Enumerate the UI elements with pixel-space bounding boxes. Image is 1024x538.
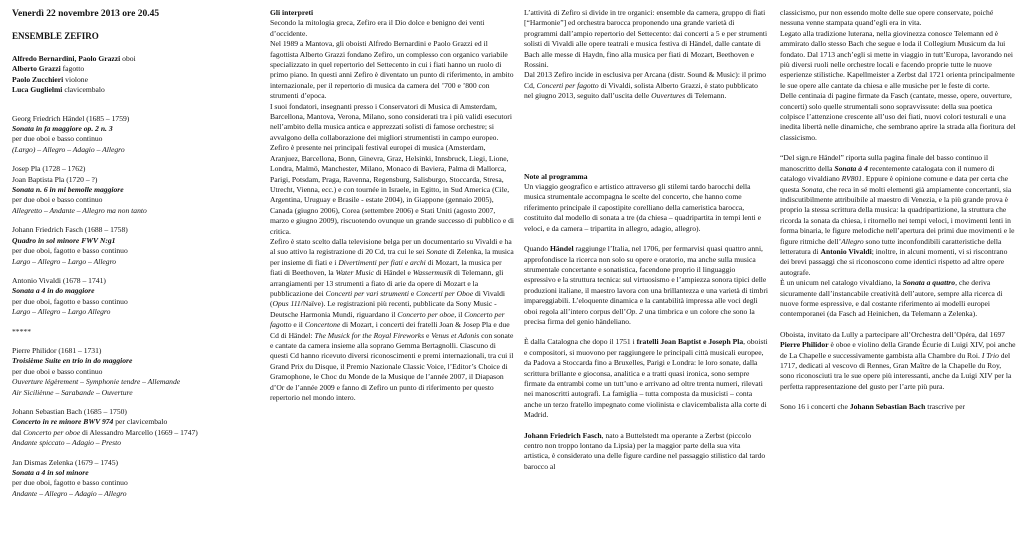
composer: Johann Sebastian Bach (1685 – 1750) [12,406,127,416]
concert-date: Venerdì 22 novembre 2013 ore 20.45 [12,9,160,19]
paragraph: I suoi fondatori, insegnanti presso i Conservatori di Musica di Amsterdam, Barcellona, Mantova, Verona, Milano, sono considerati tra i più validi esecutori nell’ambito della musica antica e apprezzati solisti di famose orchestre; si avvalgono della collaborazione dei migliori strumentisti in campo europeo. [270,101,512,142]
interval-separator: ***** [12,326,31,336]
programme-column [12,8,244,538]
programme-piece [12,407,244,449]
paragraph: Legato alla tradizione luterana, nella giovinezza conosce Telemann ed è ammirato dallo stesso Bach che segue e loda il Collegium Musicum da lui fondato. Dal 1713 anch’egli si mette in viaggio in tutt’Europa, lavorando nei più diversi ruoli nelle orchestre locali e facendo proprie tutte le nuove esperienze stilistiche. Kapellmeister a Zerbst dal 1721 orienta principalmente le sue opere alle cantate da chiesa e alle musiche per le feste di corte. [780,28,1015,90]
piece-title: Sonata n. 6 in mi bemolle maggiore [12,185,124,195]
paragraph: Zefiro è presente nei principali festival europei di musica (Amsterdam, Aranjuez, Barcellona, Bonn, Ginevra, Graz, Helsinki, Innsbruck, Liegi, Lione, Londra, Malmö, Manchester, Milano, Monaco di Baviera, Palma di Mallorca, Parigi, Potsdam, Praga, Ravenna, Regensburg, Salisburgo, Stoccarda, Stresa, Utrecht, Vienna, ecc.) e con tournée in Israele, in Egitto, in Sud America (Cile, Argentina, Uruguay e Brasile - estate 2004), in Giappone (gennaio 2005), Canada (giugno 2006), Corea (settembre 2006) e Stati Uniti (agosto 2007, marzo e giugno 2009), riscuotendo ovunque un grande successo di pubblico e di critica. [270,143,514,236]
performer: Alfredo Bernardini, Paolo Grazzi oboi [12,54,136,63]
composer: Jan Dismas Zelenka (1679 – 1745) [12,457,119,467]
paragraph: Delle centinaia di pagine firmate da Fasch (cantate, messe, opere, ouverture, concerti) solo quelle strumentali sono sopravvissute: della sua poetica colpisce l’attenzione crescente all’uso dei fiati, nuovi colori testurali e una inedita libertà nelle dinamiche, che sembrano aprire la strada alla fioritura del classicismo. [780,91,1016,142]
performer: Paolo Zucchieri violone [12,74,88,84]
ensemble-name: ENSEMBLE ZEFIRO [12,31,99,41]
piece-movements: Ouverture légèrement – Symphonie tendre – Allemande [12,377,181,387]
programme-piece [12,458,244,500]
piece-title: Concerto in re minore BWV 974 per clavicembalo [12,417,168,427]
piece-title: Sonata a 4 in sol minore [12,468,89,477]
piece-title: Troisième Suite en trio in do maggiore [12,356,133,366]
piece-scoring: per due oboi, fagotto e basso continuo [12,296,128,306]
notes-column-2 [780,8,1016,538]
paragraph: Oboista, invitato da Lully a partecipare all’Orchestra dell’Opéra, dal 1697 Pierre Philidor è oboe e violino della Grande Écurie di Luigi XIV, poi anche de La Chapelle e successivamente gambista alla Chambre du Roi. I Trio del 1717, dedicati al vescovo di Rennes, Gran Maître de la Chapelle du Roy, sono riconosciuti tra le sue opere più interessanti, anche da Luigi XIV per la perfetta rappresentazione del gusto per l’arte più pura. [780,329,1016,391]
piece-title: Quadro in sol minore FWV N:g1 [12,235,116,245]
composer: Georg Friedrich Händel (1685 – 1759) [12,113,130,123]
paragraph: L’attività di Zefiro si divide in tre organici: ensemble da camera, gruppo di fiati [“Harmonie”] ed orchestra barocca proponendo una grande varietà di programmi dall’ampio repertorio del Settecento: dai concerti a 5 e per strumenti solisti di Vivaldi alle opere teatrali e musica festiva di Händel, dalle cantate di Bach alle messe di Haydn, fino alla musica per fiati di Mozart, Beethoven e Rossini. [524,8,768,70]
piece-scoring: per due oboi e basso continuo [12,366,103,376]
paragraph: Johann Friedrich Fasch, nato a Buttelstedt ma operante a Zerbst (piccolo centro non troppo lontano da Lipsia) per la maggior parte della sua vita artistica, è considerato una delle figure cardine nel passaggio stilistico dal tardo barocco al [524,430,766,471]
programme-piece [12,114,244,156]
piece-scoring: per due oboi e basso continuo [12,195,103,205]
programme-piece [12,164,244,216]
performers-list [12,54,244,96]
piece-movements: Allegretto – Andante – Allegro ma non tanto [12,205,147,215]
paragraph: Zefiro è stato scelto dalla televisione belga per un documentario su Vivaldi e ha al suo attivo la registrazione di 20 Cd, tra cui le sei Sonate di Zelenka, la musica per insieme di fiati e i Divertimenti per fiati e archi di Mozart, la musica per fiati di Beethoven, la Water Music di Händel e Wassermusik di Telemann, gli arrangiamenti per 13 strumenti a fiato di arie da opere di Mozart e la pubblicazione dei Concerti per vari strumenti e Concerti per Oboe di Vivaldi (Opus 111/Naïve). Le registrazioni più recenti, pubblicate da Sony Music -Deutsche Harmonia Mundi, riguardano il Concerto per oboe, il Concerto per fagotto e il Concertone di Mozart, i concerti dei fratelli Joan & Josep Pla e due Cd di Händel: The Musick for the Royal Fireworks e Venus et Adonis con sonate e cantate da camera insieme alla soprano Gemma Bertagnolli. Ciascuno di questi Cd hanno ricevuto diversi riconoscimenti e premi internazionali, tra cui il Grand Prix du Disque, il Premio Nazionale Classic Voice, l’Editor’s Choice di Gramophone, le Choc du Monde de la Musique de l’année 2007, il Diapason d’Or de l’année 2009 e fanno di Zefiro un punto di riferimento per questo repertorio nel mondo intero. [270,236,514,403]
piece-scoring: per due oboi, fagotto e basso continuo [12,478,128,488]
composer: Antonio Vivaldi (1678 – 1741) [12,275,106,285]
piece-title: Sonata in fa maggiore op. 2 n. 3 [12,124,113,134]
piece-scoring: per due oboi, fagotto e basso continuo [12,246,128,256]
composer: Joan Baptista Pla (1720 – ?) [12,174,98,184]
composer: Josep Pla (1728 – 1762) [12,164,86,174]
paragraph: Quando Händel raggiunge l’Italia, nel 1706, per fermarvisi quasi quattro anni, approfondisce la ricerca non solo su opere e oratorio, ma anche sulla musica strumentale concertante e sonatistica, facendone proprio il linguaggio espressivo e la struttura tecnica: sul virtuosismo e l’ampiezza sonora tipici delle produzioni italiane, il maestro lavora con una brillantezza e una varietà di timbri impareggiabili. L’eloquente dinamica e la cantabilità impressa alle voci degli oboi regola all’intero corpus dell’Op. 2 una timbrica e un colore che sono la precisa firma del genio händeliano. [524,244,768,326]
composer: Johann Friedrich Fasch (1688 – 1758) [12,225,128,235]
performer: Luca Guglielmi clavicembalo [12,85,105,95]
paragraph: “Del sign.re Händel” riporta sulla pagina finale del basso continuo il manoscritto della Sonata à 4 recentemente catalogata con il numero di catalogo vivaldiano RV801. Eppure è opinione comune e data per certa che questa Sonata, che reca in sé molti elementi già ampiamente concertanti, sia indiscutibilmente attribuibile al maestro di Venezia, e la più grande prova è proprio la stessa scrittura della musica: la quadripartizione, la struttura che ricorda la sonata da chiesa, i ritornello nei tempi veloci, i movimenti lenti in forma binaria, le figure melodiche nell’apertura dei primi due movimenti e le figure ritmiche dell’Allegro sono tutte inconfondibili caratteristiche della letteratura di Antonio Vivaldi; inoltre, in alcuni momenti, vi si riscontrano dei brevi passaggi che si riconoscono come identici rispetto ad altre opere autografe. [780,153,1015,277]
piece-title: Sonata a 4 in do maggiore [12,286,95,296]
paragraph: Secondo la mitologia greca, Zefiro era il Dio dolce e benigno dei venti d’occidente. [270,18,485,38]
piece-movements: Andante – Allegro – Adagio – Allegro [12,488,127,498]
composer: Pierre Philidor (1681 – 1731) [12,345,102,355]
performer: Alberto Grazzi fagotto [12,64,85,74]
piece-movements: Largo – Allegro – Largo – Allegro [12,256,117,266]
paragraph: Nel 1989 a Mantova, gli oboisti Alfredo Bernardini e Paolo Grazzi ed il fagottista Alberto Grazzi fondano Zefiro, un complesso con organico variabile specializzato in quel repertorio del Settecento in cui i fiati hanno un ruolo di primo piano. In questi anni Zefiro è diventato un punto di riferimento, in ambito internazionale, per il repertorio di musica da camera del ’700 e ’800 con strumenti d’epoca. [270,39,514,101]
section-heading: Gli interpreti [270,8,314,17]
paragraph: Sono 16 i concerti che Johann Sebastian Bach trascrive per [780,402,965,412]
paragraph: Un viaggio geografico e artistico attraverso gli stilemi tardo barocchi della musica strumentale accompagna le scelte del concerto, che hanno come riferimento principale il capostipite corelliano della cameristica barocca, costituito dal modello di sonata a tre (da chiesa – quadripartita in tempi lenti e veloci, e da camera – tripartita in allegro, adagio, allegro). [524,182,762,233]
paragraph: Dal 2013 Zefiro incide in esclusiva per Arcana (distr. Sound & Music): il primo Cd, Concerti per fagotto di Vivaldi, solista Alberto Grazzi, è stato pubblicato nel giugno 2013, seguito dall’uscita delle Ouvertures di Telemann. [524,70,767,101]
piece-movements: Largo – Allegro – Largo Allegro [12,307,111,317]
performers-bio-column [270,8,514,538]
section-heading: Note al programma [524,171,588,181]
paragraph: È dalla Catalogna che dopo il 1751 i fratelli Joan Baptist e Joseph Pla, oboisti e compositori, si muovono per raggiungere le principali città musicali europee, da Padova a Stoccarda fino a Bruxelles, Parigi e Londra: le loro sonate, dalla scrittura brillante e gioconsa, analitica e a tratti quasi ironica, sono sempre firmate da entrambi come un tutt’uno e arrivano ad oltre trenta numeri, rilevati nei manoscritti autografi. La famiglia – tutta composta da musicisti – conta anche un terzo fratello impegnato come violinista e clavicembalista alla corte di Madrid. [524,337,768,420]
piece-movements: Andante spiccato – Adagio – Presto [12,438,122,448]
paragraph: È un unicum nel catalogo vivaldiano, la Sonata a quattro, che deriva sicuramente dall’instancabile creatività dell’autore, sempre alla ricerca di nuove forme espressive, e dal costante riferimento ai modelli europei contemporanei (da Fasch ad Heinichen, da Telemann a Zelenka). [780,278,1003,319]
piece-movements: Air Siciliènne – Sarabande – Ouverture [12,387,133,397]
piece-movements: (Largo) – Allegro – Adagio – Allegro [12,144,125,154]
programme-piece [12,346,244,398]
piece-scoring: per due oboi e basso continuo [12,134,103,144]
notes-column-1 [524,8,768,538]
piece-source: dal Concerto per oboe di Alessandro Marcello (1669 – 1747) [12,427,198,437]
paragraph: classicismo, pur non essendo molte delle sue opere conservate, poiché nessuna venne stampata quand’egli era in vita. [780,8,994,28]
programme-piece [12,225,244,267]
programme-piece [12,276,244,318]
